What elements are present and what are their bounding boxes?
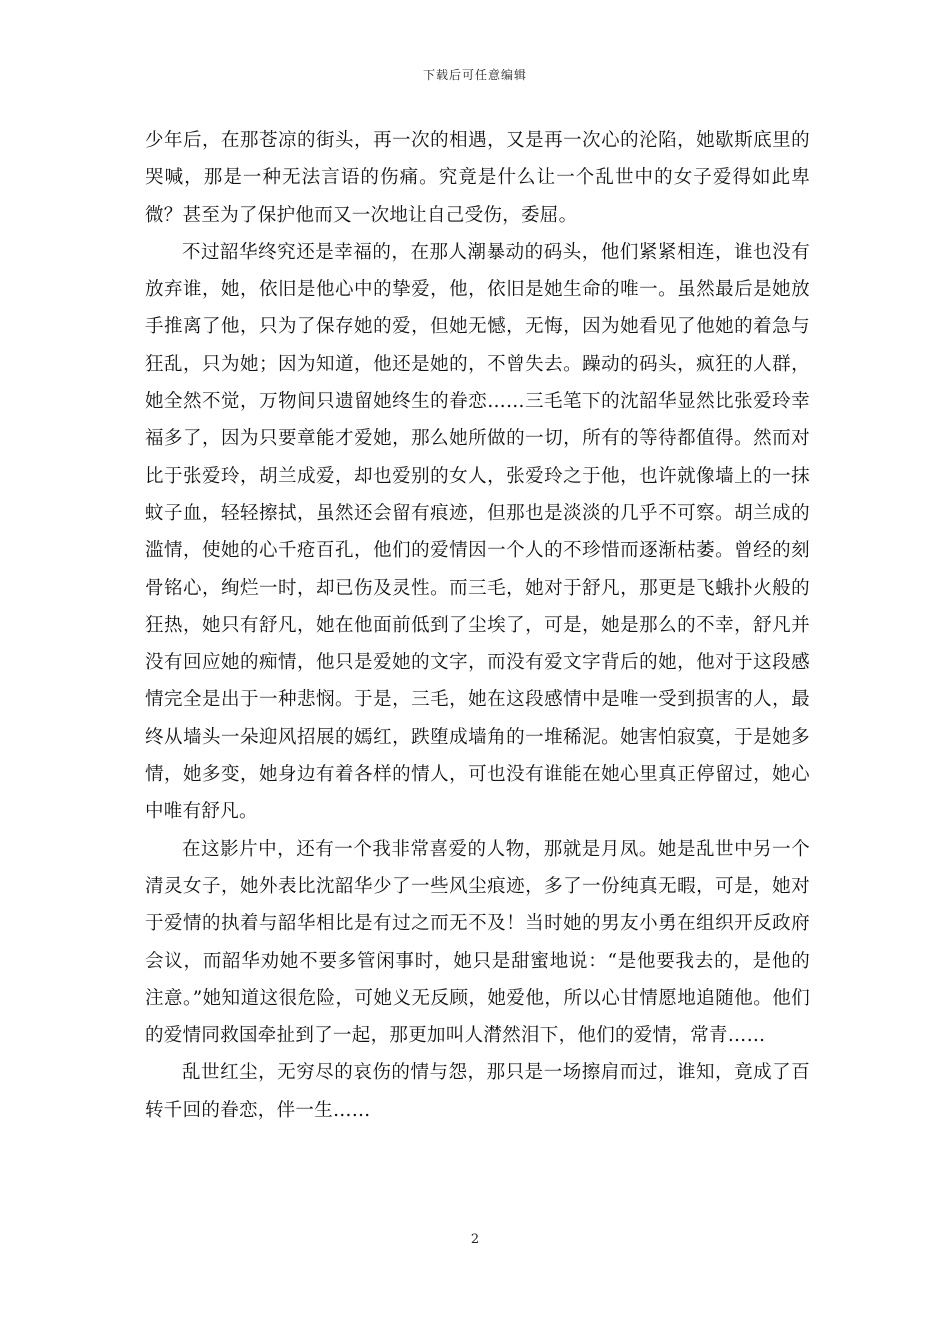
paragraph-1: 少年后，在那苍凉的街头，再一次的相遇，又是再一次心的沦陷，她歇斯底里的哭喊，那是一种无法言语的伤痛。究竟是什么让一个乱世中的女子爱得如此卑微？甚至为了保护他而又一次地让自己受伤，委屈。 <box>145 130 810 226</box>
document-body <box>145 122 810 1129</box>
page-number: 2 <box>470 1232 480 1247</box>
paragraph-3: 在这影片中，还有一个我非常喜爱的人物，那就是月凤。她是乱世中另一个清灵女子，她外表比沈韶华少了一些风尘痕迹，多了一份纯真无暇，可是，她对于爱情的执着与韶华相比是有过之而无不及！当时她的男友小勇在组织开反政府会议，而韶华劝她不要多管闲事时，她只是甜蜜地说：“是他要我去的，是他的注意。”她知道这很危险，可她义无反顾，她爱他，所以心甘情愿地追随他。他们的爱情同救国牵扯到了一起，那更加叫人潸然泪下，他们的爱情，常青…… <box>145 838 810 1047</box>
page-header: 下载后可任意编辑 <box>422 68 527 82</box>
paragraph-2: 不过韶华终究还是幸福的，在那人潮暴动的码头，他们紧紧相连，谁也没有放弃谁，她，依旧是他心中的挚爱，他，依旧是她生命的唯一。虽然最后是她放手推离了他，只为了保存她的爱，但她无憾，无悔，因为她看见了他她的着急与狂乱，只为她；因为知道，他还是她的，不曾失去。躁动的码头，疯狂的人群，她全然不觉，万物间只遗留她终生的眷恋……三毛笔下的沈韶华显然比张爱玲幸福多了，因为只要章能才爱她，那么她所做的一切，所有的等待都值得。然而对比于张爱玲，胡兰成爱，却也爱别的女人，张爱玲之于他，也许就像墙上的一抹蚊子血，轻轻擦拭，虽然还会留有痕迹，但那也是淡淡的几乎不可察。胡兰成的滥情，使她的心千疮百孔，他们的爱情因一个人的不珍惜而逐渐枯萎。曾经的刻骨铭心，绚烂一时，却已伤及灵性。而三毛，她对于舒凡，那更是飞蛾扑火般的狂热，她只有舒凡，她在他面前低到了尘埃了，可是，她是那么的不幸，舒凡并没有回应她的痴情，他只是爱她的文字，而没有爱文字背后的她，他对于这段感情完全是出于一种悲悯。于是，三毛，她在这段感情中是唯一受到损害的人，最终从墙头一朵迎风招展的嫣红，跌堕成墙角的一堆稀泥。她害怕寂寞，于是她多情，她多变，她身边有着各样的情人，可也没有谁能在她心里真正停留过，她心中唯有舒凡。 <box>145 241 810 823</box>
paragraph-4: 乱世红尘，无穷尽的哀伤的情与怨，那只是一场擦肩而过，谁知，竟成了百转千回的眷恋，伴一生…… <box>145 1062 810 1121</box>
